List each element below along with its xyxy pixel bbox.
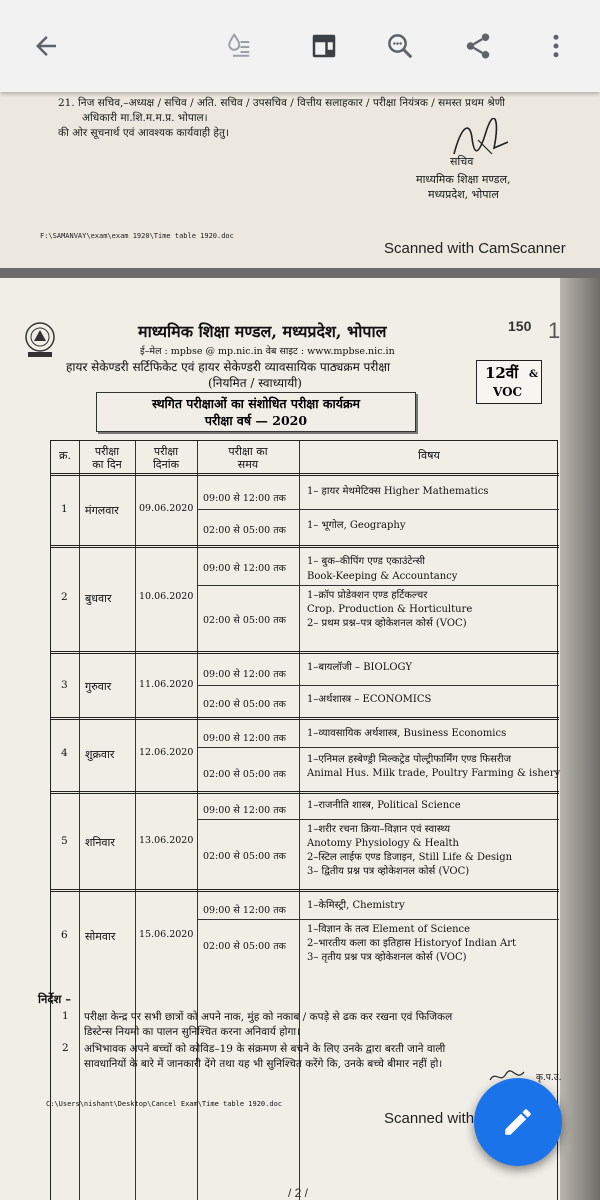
col-head-day-1: परीक्षा [94, 445, 120, 458]
col-head-day [79, 445, 135, 471]
row2-sr: 2 [61, 591, 68, 603]
edit-fab-button[interactable] [474, 1078, 562, 1166]
row6-subject2b: 2–भारतीय कला का इतिहास Historyof Indian Art [307, 938, 517, 949]
row4-day: शुक्रवार [85, 748, 115, 761]
row6-time1: 09:00 से 12:00 तक [203, 905, 286, 916]
row6-day: सोमवार [85, 930, 116, 943]
row3-sr: 3 [61, 679, 68, 691]
arrow-left-icon [31, 31, 61, 61]
row1-subject2: 1– भूगोल, Geography [307, 520, 406, 531]
board-seal-logo [22, 321, 58, 359]
col-head-date-2: दिनांक [152, 458, 180, 471]
row4-date: 12.06.2020 [139, 747, 194, 758]
exam-type: (नियमित / स्वाध्यायी) [208, 376, 302, 390]
row2-date: 10.06.2020 [139, 591, 194, 602]
row5-day: शनिवार [85, 836, 115, 849]
row6-subject1: 1–केमिस्ट्री, Chemistry [307, 900, 405, 911]
note1-line1: परीक्षा केन्द्र पर सभी छात्रों को अपने नाक, मुंह को नकाब / कपड़े से ढक कर रखना एवं फिजिकल [84, 1011, 453, 1023]
p1-file-path: F:\SAMANVAY\exam\exam 1920\Time table 1920.doc [40, 232, 234, 240]
row2-subject2b: Crop. Production & Horticulture [307, 604, 473, 615]
more-options-button[interactable] [534, 24, 578, 68]
p1-camscanner-watermark: Scanned with CamScanner [384, 240, 566, 257]
row3-day: गुरुवार [85, 680, 112, 693]
schedule-title: स्थगित परीक्षाओं का संशोधित परीक्षा कार्यक्रम [151, 396, 361, 411]
voc-label: VOC [493, 385, 523, 399]
sign-org: माध्यमिक शिक्षा मण्डल, [416, 173, 511, 186]
row4-sr: 4 [61, 747, 68, 759]
row1-day: मंगलवार [85, 504, 119, 517]
row6-subject2a: 1–विज्ञान के तत्व Element of Science [307, 924, 471, 935]
note2-line1: अभिभावक अपने बच्चों को कोविड–19 के संक्रमण से बचने के लिए उनके द्वारा बरती जाने वाली [84, 1043, 446, 1055]
row5-subject2a: 1–शरीर रचना क्रिया–विज्ञान एवं स्वास्थ्य [307, 824, 451, 835]
row2-time2: 02:00 से 05:00 तक [203, 615, 286, 626]
row6-subject2c: 3– तृतीय प्रश्न पत्र व्होकेशनल कोर्स (VOC) [307, 952, 467, 963]
row5-subject1: 1–राजनीति शास्त्र, Political Science [307, 800, 461, 811]
top-toolbar [0, 0, 600, 92]
note2-line2: सावधानियों के बारे में जानकारी देंगे तथा यह भी सुनिश्चित करेंगे कि, उनके बच्चे बीमार नहीं हो। [84, 1058, 443, 1070]
search-doc-button[interactable] [378, 24, 422, 68]
row6-date: 15.06.2020 [139, 929, 194, 940]
row5-sr: 5 [61, 835, 68, 847]
p1-line-21b: अधिकारी मा.शि.म.म.प्र. भोपाल। [82, 112, 208, 124]
row1-date: 09.06.2020 [139, 503, 194, 514]
class-voc-box [476, 360, 542, 404]
col-head-sr: क्र. [59, 449, 71, 462]
row4-subject1: 1–व्यावसायिक अर्थशास्त्र, Business Economics [307, 728, 507, 739]
row4-subject2b: Animal Hus. Milk trade, Poultry Farming & ishery [307, 768, 561, 779]
row2-day: बुधवार [85, 592, 112, 605]
row5-subject2d: 3– द्वितीय प्रश्न पत्र व्होकेशनल कोर्स (VOC) [307, 866, 470, 877]
row3-subject2: 1–अर्थशास्त्र – ECONOMICS [307, 694, 432, 705]
row2-subject2a: 1–क्रॉप प्रोडेक्शन एण्ड हर्टिकल्चर [307, 590, 428, 601]
org-name: माध्यमिक शिक्षा मण्डल, मध्यप्रदेश, भोपाल [138, 322, 387, 341]
row5-time2: 02:00 से 05:00 तक [203, 851, 286, 862]
row2-subject1a: 1– बुक–कीपिंग एण्ड एकाउंटेन्सी [307, 556, 425, 567]
exam-year: परीक्षा वर्ष — 2020 [204, 413, 308, 428]
col-head-day-2: का दिन [92, 458, 122, 471]
notes-heading: निर्देश – [38, 992, 72, 1006]
row2-subject1b: Book-Keeping & Accountancy [307, 571, 458, 582]
p1-line-21: 21. निज सचिव,–अध्यक्ष / सचिव / अति. सचिव / उपसचिव / वित्तीय सलाहकार / परीक्षा नियंत्रक / समस्त प्रथम श्रेणी [58, 97, 506, 109]
row5-subject2b: Anotomy Physiology & Health [307, 838, 459, 849]
initials-text: कृ.प.उ. [536, 1073, 562, 1083]
search-doc-icon [385, 31, 415, 61]
open-with-button[interactable] [302, 24, 346, 68]
schedule-title-box [96, 392, 416, 432]
row5-time1: 09:00 से 12:00 तक [203, 805, 286, 816]
row5-date: 13.06.2020 [139, 835, 194, 846]
col-head-time-1: परीक्षा का [228, 445, 268, 458]
note1-num: 1 [62, 1010, 69, 1022]
row6-sr: 6 [61, 929, 68, 941]
p2-file-path: C:\Users\nishant\Desktop\Cancel Exam\Time table 1920.doc [46, 1100, 283, 1108]
class-label: 12वीं [485, 364, 519, 382]
exam-name: हायर सेकेण्डरी सर्टिफिकेट एवं हायर सेकेण्डरी व्यावसायिक पाठ्यक्रम परीक्षा [66, 360, 391, 374]
p2-camscanner-watermark: Scanned with [384, 1110, 475, 1127]
page-edge-shadow [560, 278, 600, 1200]
row3-time1: 09:00 से 12:00 तक [203, 669, 286, 680]
row4-time2: 02:00 से 05:00 तक [203, 769, 286, 780]
more-vert-icon [541, 31, 571, 61]
col-head-time [197, 445, 299, 471]
back-button[interactable] [24, 24, 68, 68]
page-2 [0, 278, 600, 1200]
col-head-subject: विषय [418, 449, 440, 462]
row3-date: 11.06.2020 [139, 679, 194, 690]
sign-title: सचिव [450, 155, 474, 168]
share-button[interactable] [456, 24, 500, 68]
row5-subject2c: 2–स्टिल लाईफ एण्ड डिजाइन, Still Life & Design [307, 852, 513, 863]
row4-subject2a: 1–एनिमल हस्बेण्ड्री मिल्कट्रेड पोल्ट्रीफार्मिंग एण्ड फिसरीज [307, 754, 511, 765]
row4-time1: 09:00 से 12:00 तक [203, 733, 286, 744]
row2-subject2c: 2– प्रथम प्रश्न–पत्र व्होकेशनल कोर्स (VOC) [307, 618, 467, 629]
row3-subject1: 1–बायलॉजी – BIOLOGY [307, 662, 412, 673]
drive-sync-button[interactable] [216, 24, 260, 68]
open-with-icon [309, 31, 339, 61]
row1-time1: 09:00 से 12:00 तक [203, 493, 286, 504]
note1-line2: डिस्टेन्स नियमो का पालन सुनिश्चित करना अनिवार्य होगा। [84, 1026, 301, 1038]
col-head-time-2: समय [237, 458, 259, 471]
col-head-date [135, 445, 197, 471]
note2-num: 2 [62, 1042, 69, 1054]
anniversary-logo: 150 [508, 318, 532, 334]
sign-place: मध्यप्रदेश, भोपाल [428, 188, 499, 201]
col-head-date-1: परीक्षा [153, 445, 179, 458]
row3-time2: 02:00 से 05:00 तक [203, 699, 286, 710]
exam-timetable [50, 440, 561, 1200]
p1-line-21c: की ओर सूचनार्थ एवं आवश्यक कार्यवाही हेतु। [58, 127, 229, 139]
row1-sr: 1 [61, 503, 68, 515]
row2-time1: 09:00 से 12:00 तक [203, 563, 286, 574]
row6-time2: 02:00 से 05:00 तक [203, 941, 286, 952]
page-footer-number: / 2 / [288, 1186, 309, 1200]
email-website: ई–मेल : mpbse @ mp.nic.in वेब साइट : www.mpbse.nic.in [140, 346, 395, 357]
edit-pencil-icon [501, 1105, 535, 1139]
class-amp: & [529, 369, 539, 380]
share-icon [463, 31, 493, 61]
page-1-fragment [0, 92, 600, 268]
row1-subject1: 1– हायर मेथमेटिक्स Higher Mathematics [307, 486, 489, 497]
row1-time2: 02:00 से 05:00 तक [203, 525, 286, 536]
drive-sync-icon [223, 31, 253, 61]
page-number-indicator: 1 [548, 318, 561, 343]
